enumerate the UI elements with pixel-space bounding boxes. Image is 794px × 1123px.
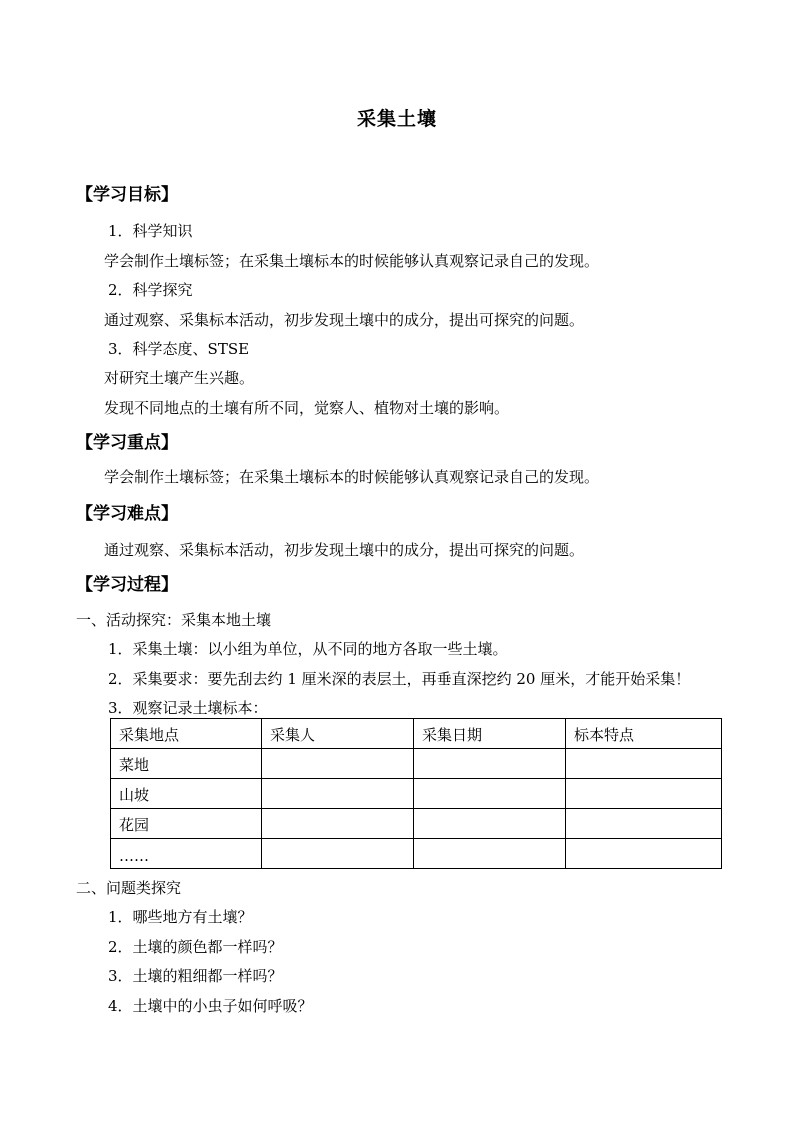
table-cell [566, 749, 722, 779]
process-part2-item: 4．土壤中的小虫子如何呼吸？ [108, 997, 313, 1015]
table-cell [566, 809, 722, 839]
table-cell [414, 779, 566, 809]
goal-line: 1．科学知识 [108, 222, 193, 240]
process-part1-title: 一、活动探究：采集本地土壤 [76, 611, 272, 629]
table-cell [566, 839, 722, 869]
table-cell: 菜地 [111, 749, 262, 779]
process-part2-item: 1．哪些地方有土壤？ [108, 908, 253, 926]
table-cell [414, 809, 566, 839]
table-cell [262, 839, 414, 869]
focus-line: 学会制作土壤标签；在采集土壤标本的时候能够认真观察记录自己的发现。 [104, 468, 600, 486]
process-part1-item: 3．观察记录土壤标本： [108, 699, 268, 717]
goal-line: 学会制作土壤标签；在采集土壤标本的时候能够认真观察记录自己的发现。 [104, 252, 600, 270]
section-heading-goals: 【学习目标】 [76, 185, 178, 205]
page-title: 采集土壤 [356, 108, 437, 130]
table-header-cell: 采集地点 [111, 719, 262, 749]
table-row [111, 809, 722, 839]
process-part2-item: 3．土壤的粗细都一样吗？ [108, 967, 283, 985]
table-cell [414, 749, 566, 779]
goal-line: 2．科学探究 [108, 281, 193, 299]
table-header-cell: 采集日期 [414, 719, 566, 749]
section-heading-process: 【学习过程】 [76, 575, 178, 595]
goal-line: 对研究土壤产生兴趣。 [104, 369, 255, 387]
process-part2-item: 2．土壤的颜色都一样吗？ [108, 938, 283, 956]
table-cell [262, 779, 414, 809]
goal-line: 3．科学态度、STSE [108, 340, 250, 358]
goal-line: 发现不同地点的土壤有所不同，觉察人、植物对土壤的影响。 [104, 399, 510, 417]
section-heading-difficulty: 【学习难点】 [76, 504, 178, 524]
table-cell [566, 779, 722, 809]
process-part1-item: 1．采集土壤：以小组为单位，从不同的地方各取一些土壤。 [108, 640, 508, 658]
table-cell: 花园 [111, 809, 262, 839]
table-header-cell: 标本特点 [566, 719, 722, 749]
difficulty-line: 通过观察、采集标本活动，初步发现土壤中的成分，提出可探究的问题。 [104, 541, 585, 559]
table-cell: 山坡 [111, 779, 262, 809]
process-part2-title: 二、问题类探究 [76, 879, 182, 897]
table-row [111, 839, 722, 869]
table-row [111, 779, 722, 809]
goal-line: 通过观察、采集标本活动，初步发现土壤中的成分，提出可探究的问题。 [104, 311, 585, 329]
table-row [111, 749, 722, 779]
observation-table [110, 718, 722, 869]
table-cell: …… [111, 839, 262, 869]
process-part1-item: 2．采集要求：要先刮去约 1 厘米深的表层土，再垂直深挖约 20 厘米，才能开始采集！ [108, 670, 691, 688]
table-cell [262, 809, 414, 839]
table-cell [262, 749, 414, 779]
table-cell [414, 839, 566, 869]
table-header-row [111, 719, 722, 749]
table-header-cell: 采集人 [262, 719, 414, 749]
section-heading-focus: 【学习重点】 [76, 433, 178, 453]
